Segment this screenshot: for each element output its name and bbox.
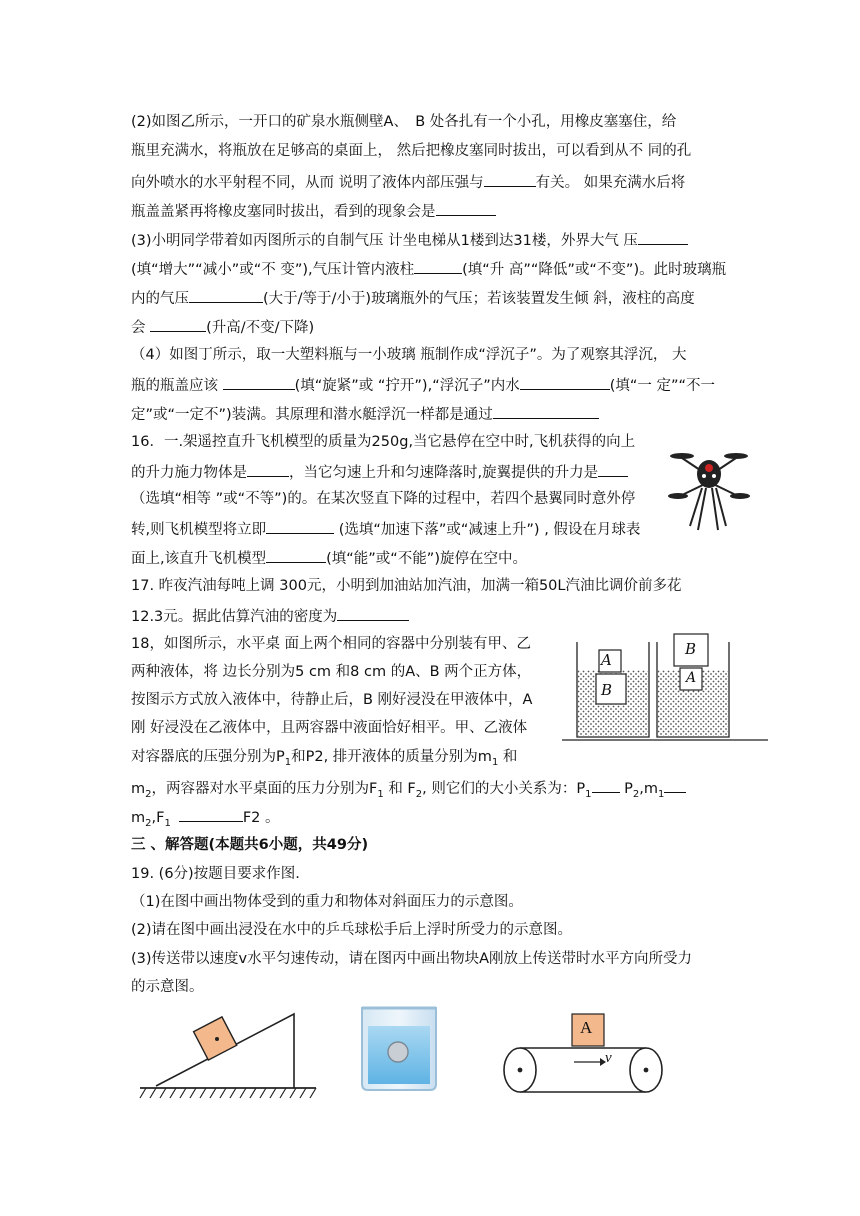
subscript: 2: [145, 788, 152, 800]
answer-blank: [337, 605, 409, 621]
beaker-figure: [356, 1004, 442, 1094]
q18-text: 和: [498, 749, 518, 765]
q18-text: 对容器底的压强分别为P: [131, 749, 285, 765]
q19-line5: 的示意图。: [131, 979, 204, 995]
subscript: 2: [415, 788, 423, 800]
q18-line6: [131, 777, 686, 805]
q18-line4: 刚 好浸没在乙液体中，且两容器中液面恰好相平。甲、乙液体: [131, 720, 528, 736]
q18-text: , 则它们的大小关系为：P: [422, 781, 586, 797]
q15-3-text: (大于/等于/小于)玻璃瓶外的气压；若该装置发生倾 斜，液柱的高度: [263, 291, 695, 307]
q18-text: 和P2, 排开液体的质量分别为m: [291, 749, 492, 765]
q15-4-line3: [131, 403, 599, 425]
q15-3-text: (升高/不变/下降): [206, 320, 315, 336]
containers-figure: [562, 630, 772, 744]
q15-3-text: (填“升 高”“降低”或“不变”)。此时玻璃瓶: [462, 262, 727, 278]
answer-blank: [414, 258, 462, 274]
q16-line3: （选填“相等 ”或“不等”)的。在某次竖直下降的过程中，若四个悬翼同时意外停: [131, 491, 636, 507]
q18-line3: 按图示方式放入液体中，待静止后，B 刚好浸没在甲液体中，A: [131, 692, 533, 708]
q17-line2: [131, 605, 409, 627]
q18-line1: 18，如图所示，水平桌 面上两个相同的容器中分别装有甲、乙: [131, 636, 532, 652]
q16-line1: 16．一.架遥控直升飞机模型的质量为250g,当它悬停在空中时,飞机获得的向上: [131, 434, 636, 450]
q19-line2: （1)在图中画出物体受到的重力和物体对斜面压力的示意图。: [131, 894, 523, 910]
q16-text: ，当它匀速上升和匀速降落时,旋翼提供的升力是: [289, 465, 599, 481]
q17-text: 12.3元。据此估算汽油的密度为: [131, 609, 338, 625]
answer-blank: [484, 171, 536, 187]
subscript: 1: [284, 756, 292, 768]
answer-blank: [266, 518, 334, 534]
q15-2-line3: [131, 171, 685, 193]
q18-line2: 两种液体，将 边长分别为5 cm 和8 cm 的A、B 两个正方体，: [131, 664, 532, 680]
q15-2-line2: 瓶里充满水，将瓶放在足够高的桌面上， 然后把橡皮塞同时拔出，可以看到从不 同的孔: [131, 143, 692, 159]
q15-3-line4: [131, 316, 314, 338]
q18-text: ,F: [151, 810, 165, 826]
subscript: 2: [632, 788, 640, 800]
q15-2-line4: [131, 200, 496, 222]
label-b-right: B: [685, 640, 697, 658]
q16-line2: [131, 461, 628, 483]
answer-blank: [223, 374, 295, 390]
answer-blank: [179, 806, 243, 822]
q18-line5: [131, 747, 517, 773]
q18-text: ，两容器对水平桌面的压力分别为F: [151, 781, 378, 797]
drone-figure: [668, 438, 750, 534]
q18-text: F2 。: [242, 810, 280, 826]
subscript: 1: [657, 788, 665, 800]
q15-2-text: 瓶盖盖紧再将橡皮塞同时拔出，看到的现象会是: [131, 204, 436, 220]
answer-blank: [664, 777, 686, 793]
q18-line7: [131, 806, 280, 834]
q16-text: (选填“加速下落”或“减速上升”) , 假设在月球表: [334, 522, 641, 538]
answer-blank: [189, 287, 263, 303]
label-a-left: A: [601, 651, 612, 669]
q16-text: 转,则飞机模型将立即: [131, 522, 267, 538]
q18-text: m: [131, 810, 146, 826]
q15-3-text: (3)小明同学带着如丙图所示的自制气压 计坐电梯从1楼到达31楼，外界大气 压: [131, 233, 638, 249]
q15-2-line1: (2)如图乙所示，一开口的矿泉水瓶侧壁A、 B 处各扎有一个小孔，用橡皮塞塞住，给: [131, 114, 677, 130]
section-heading: 三 、解答题(本题共6小题，共49分): [131, 837, 369, 853]
q15-2-text: 有关。 如果充满水后将: [535, 175, 686, 191]
q16-text: (填“能”或“不能”)旋停在空中。: [326, 551, 527, 567]
q17-line1: 17. 昨夜汽油每吨上调 300元，小明到加油站加汽油，加满一箱50L汽油比调价前多花: [131, 578, 682, 594]
q16-line4: [131, 518, 640, 540]
subscript: 1: [164, 817, 171, 829]
label-a-right: A: [686, 670, 697, 686]
subscript: 1: [377, 788, 384, 800]
answer-blank: [520, 374, 610, 390]
belt-block-label: A: [580, 1018, 593, 1037]
q18-text: 和 F: [383, 781, 416, 797]
q15-4-text: 瓶的瓶盖应该: [131, 378, 223, 394]
answer-blank: [266, 547, 326, 563]
answer-blank: [493, 403, 599, 419]
q15-3-line3: [131, 287, 695, 309]
q16-text: 面上,该直升飞机模型: [131, 551, 267, 567]
subscript: 1: [585, 788, 592, 800]
answer-blank: [150, 316, 206, 332]
subscript: 1: [491, 756, 499, 768]
answer-blank: [592, 777, 620, 793]
q15-4-text: (填“一 定”“不一: [609, 378, 716, 394]
answer-blank: [598, 461, 628, 477]
subscript: 2: [145, 817, 152, 829]
q15-3-text: 会: [131, 320, 151, 336]
label-b-left: B: [601, 681, 613, 699]
q15-3-text: (填“增大”“减小”或“不 变”),气压计管内液柱: [131, 262, 415, 278]
q18-text: m: [131, 781, 146, 797]
q15-3-line1: [131, 229, 688, 251]
answer-blank: [638, 229, 688, 245]
q19-line3: (2)请在图中画出浸没在水中的乒乓球松手后上浮时所受力的示意图。: [131, 922, 573, 938]
incline-figure: [138, 1010, 318, 1102]
q18-text: ,m: [639, 781, 658, 797]
q16-line5: [131, 547, 527, 569]
q15-4-text: 定”或“一定不”)装满。其原理和潜水艇浮沉一样都是通过: [131, 407, 493, 423]
q15-2-text: 向外喷水的水平射程不同，从而 说明了液体内部压强与: [131, 175, 484, 191]
q15-4-line1: （4）如图丁所示，取一大塑料瓶与一小玻璃 瓶制作成“浮沉子”。为了观察其浮沉， 大: [131, 347, 687, 363]
q19-line1: 19. (6分)按题目要求作图.: [131, 866, 300, 882]
q16-text: 的升力施力物体是: [131, 465, 247, 481]
answer-blank: [436, 200, 496, 216]
q18-text: P: [619, 781, 633, 797]
q15-4-line2: [131, 374, 715, 396]
q19-line4: (3)传送带以速度v水平匀速传动，请在图丙中画出物块A刚放上传送带时水平方向所受力: [131, 951, 693, 967]
q15-3-line2: [131, 258, 726, 280]
q15-3-text: 内的气压: [131, 291, 189, 307]
belt-velocity-label: v: [605, 1050, 612, 1066]
q15-4-text: (填“旋紧”或 “拧开”),“浮沉子”内水: [294, 378, 520, 394]
answer-blank: [247, 461, 289, 477]
